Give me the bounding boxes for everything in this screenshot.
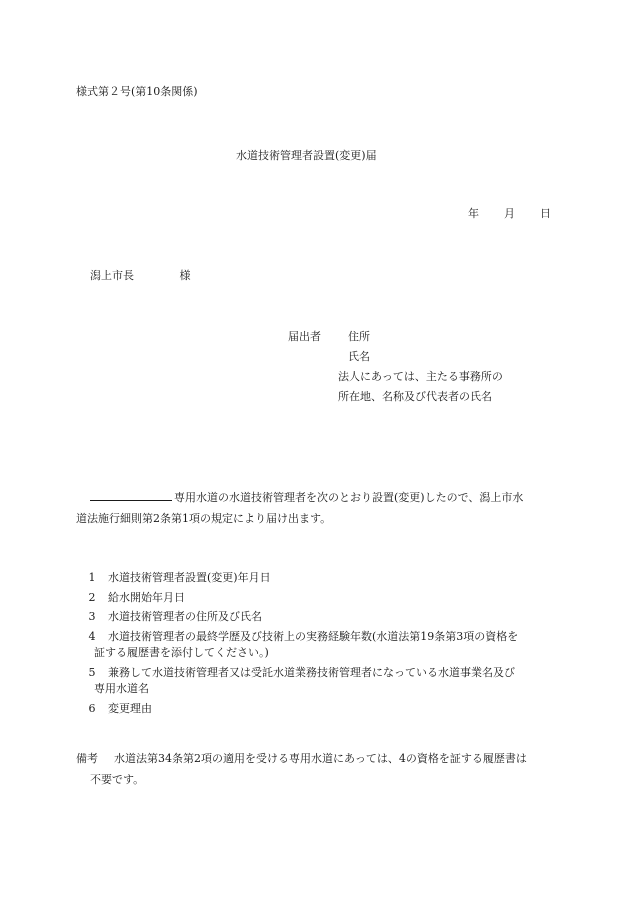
remarks-line-2: 不要です。 (90, 772, 145, 786)
list-item (86, 609, 566, 626)
applicant-name-label: 氏名 (348, 350, 370, 363)
item-number: 6 (88, 701, 96, 715)
applicant-address-label: 住所 (348, 330, 370, 343)
form-number: 様式第２号(第10条関係) (76, 85, 198, 98)
list-item (86, 629, 566, 662)
list-item (86, 590, 566, 607)
item-number: 3 (88, 610, 96, 623)
item-text: 水道技術管理者の住所及び氏名 (108, 610, 262, 623)
list-item (86, 665, 566, 698)
item-number: 2 (88, 590, 96, 604)
corporation-note-line-1: 法人にあっては、主たる事務所の (338, 370, 503, 383)
item-text-continuation: 証する履歴書を添付してください。) (94, 646, 269, 659)
addressee-honorific: 様 (179, 269, 191, 282)
item-list (86, 570, 566, 720)
applicant-label: 届出者 (288, 330, 321, 343)
body-paragraph (76, 487, 556, 527)
item-number: 4 (88, 629, 96, 643)
item-number: 5 (88, 665, 96, 679)
list-item (86, 701, 566, 718)
item-text: 変更理由 (108, 701, 152, 715)
item-text-continuation: 専用水道名 (94, 682, 149, 695)
item-text: 給水開始年月日 (108, 590, 185, 604)
body-line-1: 専用水道の水道技術管理者を次のとおり設置(変更)したので、潟上市水 (174, 491, 524, 504)
list-item (86, 570, 566, 587)
item-text: 兼務して水道技術管理者又は受託水道業務技術管理者になっている水道事業名及び (108, 665, 515, 679)
item-text: 水道技術管理者設置(変更)年月日 (108, 571, 271, 584)
remarks-label: 備考 (76, 752, 98, 765)
corporation-note-line-2: 所在地、名称及び代表者の氏名 (338, 390, 492, 403)
document-title: 水道技術管理者設置(変更)届 (236, 149, 377, 162)
remarks-line-1: 水道法第34条第2項の適用を受ける専用水道にあっては、4の資格を証する履歴書は (114, 752, 527, 765)
date-month-label: 月 (504, 207, 515, 220)
addressee-name: 潟上市長 (90, 269, 134, 282)
body-line-2: 道法施行細則第2条第1項の規定により届け出ます。 (76, 511, 332, 525)
addressee (90, 268, 191, 285)
date-day-label: 日 (540, 207, 551, 220)
blank-fill-line (90, 487, 172, 501)
item-text: 水道技術管理者の最終学歴及び技術上の実務経験年数(水道法第19条第3項の資格を (108, 629, 519, 643)
remarks (76, 751, 556, 788)
date-year-label: 年 (468, 207, 479, 220)
item-number: 1 (88, 571, 96, 584)
